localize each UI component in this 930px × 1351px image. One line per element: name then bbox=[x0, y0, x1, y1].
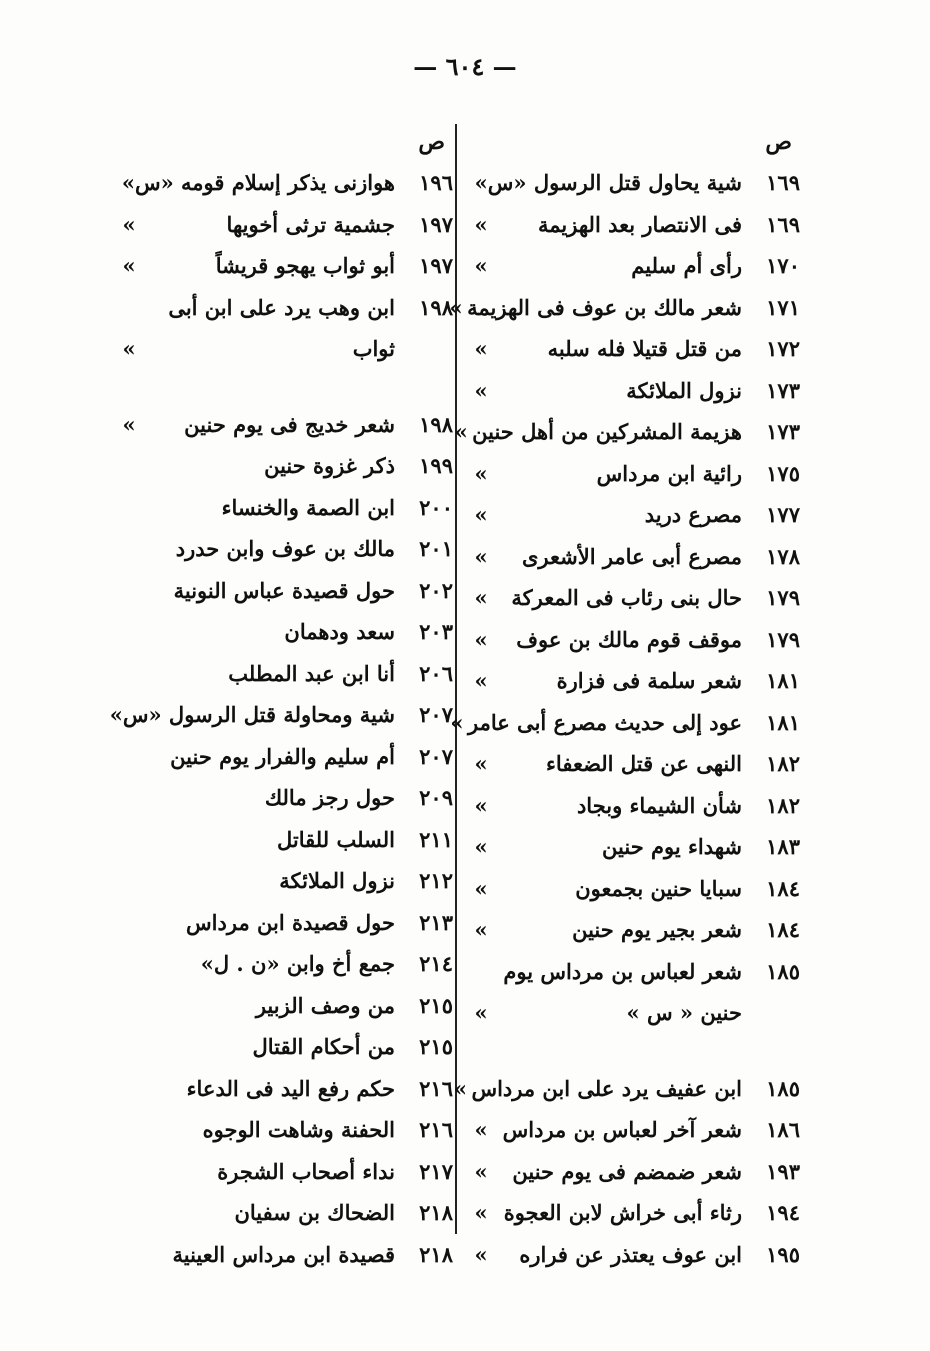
index-entry bbox=[118, 902, 453, 944]
index-entry bbox=[470, 909, 800, 951]
entry-title: ابن وهب يرد على ابن أبى bbox=[168, 294, 395, 320]
entry-title: من وصف الزبير bbox=[255, 992, 395, 1018]
page-ref: ٢٠٧ bbox=[419, 743, 453, 769]
entry-title: شية ومحاولة قتل الرسول «س» bbox=[109, 702, 395, 727]
index-entry bbox=[470, 1151, 800, 1193]
right-entries bbox=[449, 162, 800, 1275]
entry-title: حول رجز مالك bbox=[264, 785, 395, 810]
index-entry bbox=[118, 1151, 453, 1193]
page-ref: ١٨٦ bbox=[766, 1117, 800, 1142]
entry-title: هوازنى يذكر إسلام قومه «س» bbox=[121, 170, 395, 195]
entry-title: الحفنة وشاهت الوجوه bbox=[202, 1117, 395, 1142]
page-ref: ٢١٨ bbox=[419, 1200, 453, 1225]
ditto-mark: » bbox=[474, 1200, 488, 1225]
index-entry bbox=[118, 1026, 453, 1068]
ditto-mark: » bbox=[122, 411, 136, 437]
page-ref: ٢٠٣ bbox=[419, 619, 453, 644]
ditto-mark: » bbox=[122, 253, 136, 278]
ditto-mark: » bbox=[474, 668, 488, 693]
index-entry bbox=[118, 985, 453, 1027]
entry-title: النهى عن قتل الضعفاء bbox=[546, 751, 742, 776]
index-entry bbox=[454, 411, 800, 453]
index-entry bbox=[118, 570, 453, 612]
entry-title: حال بنى رئاب فى المعركة bbox=[511, 585, 742, 610]
ditto-mark: » bbox=[474, 751, 488, 776]
entry-title: حنين « س » bbox=[626, 1000, 742, 1025]
page-column-header: ص bbox=[418, 129, 445, 155]
page-ref: ١٧٢ bbox=[766, 336, 800, 361]
page-ref: ١٩٤ bbox=[766, 1200, 800, 1225]
ditto-mark: » bbox=[474, 253, 488, 278]
entry-title: حول قصيدة ابن مرداس bbox=[186, 909, 395, 935]
entry-title: شهداء يوم حنين bbox=[602, 834, 742, 859]
page-ref: ٢١٥ bbox=[419, 992, 453, 1018]
entry-title: شعر آخر لعباس بن مرداس bbox=[502, 1117, 742, 1142]
page-ref: ١٨٥ bbox=[766, 958, 800, 984]
ditto-mark: » bbox=[474, 543, 488, 569]
ditto-mark: » bbox=[122, 211, 136, 237]
index-entry bbox=[470, 992, 800, 1034]
page-ref: ٢٠٦ bbox=[419, 660, 453, 686]
index-entry bbox=[470, 577, 800, 619]
page-ref: ١٩٨ bbox=[419, 411, 453, 437]
index-entry bbox=[470, 826, 800, 868]
left-column bbox=[109, 122, 453, 1275]
index-entry bbox=[118, 860, 453, 902]
ditto-mark: » bbox=[474, 460, 488, 486]
page-ref: ٢١٨ bbox=[419, 1241, 453, 1267]
index-entry bbox=[470, 494, 800, 536]
entry-title: ابن الصمة والخنساء bbox=[221, 494, 395, 520]
index-entry bbox=[470, 868, 800, 910]
ditto-mark: » bbox=[474, 917, 488, 942]
page-ref: ١٨٤ bbox=[766, 875, 800, 901]
index-entry bbox=[470, 204, 800, 246]
entry-title: سبايا حنين بجمعون bbox=[575, 875, 742, 901]
ditto-mark: » bbox=[474, 1000, 488, 1025]
page-ref: ٢٠٩ bbox=[419, 785, 453, 810]
index-entry bbox=[118, 528, 453, 570]
index-entry bbox=[118, 287, 453, 329]
ditto-mark: » bbox=[474, 336, 488, 361]
ditto-mark: » bbox=[454, 419, 468, 444]
ditto-mark: » bbox=[474, 1117, 488, 1142]
index-entry bbox=[118, 204, 453, 246]
entry-title: عود إلى حديث مصرع أبى عامر bbox=[467, 709, 742, 735]
page-ref: ٢١٢ bbox=[419, 868, 453, 893]
index-entry bbox=[470, 1192, 800, 1234]
page-ref: ١٩٣ bbox=[766, 1158, 800, 1184]
entry-title: من أحكام القتال bbox=[252, 1034, 395, 1059]
index-entry bbox=[118, 611, 453, 653]
entry-title: مالك بن عوف وابن حدرد bbox=[175, 536, 395, 561]
entry-title: مصرع أبى عامر الأشعرى bbox=[521, 543, 742, 569]
entry-gap bbox=[470, 1034, 800, 1068]
entry-title: أم سليم والفرار يوم حنين bbox=[170, 743, 395, 769]
index-entry bbox=[118, 328, 453, 370]
entry-title: فى الانتصار بعد الهزيمة bbox=[538, 211, 742, 237]
page-ref: ١٩٧ bbox=[419, 253, 453, 278]
entry-title: رثاء أبى خراش لابن العجوة bbox=[503, 1200, 742, 1225]
index-entry bbox=[118, 1109, 453, 1151]
entry-title: نزول الملائكة bbox=[626, 377, 742, 403]
entry-title: رأى أم سليم bbox=[631, 253, 742, 278]
index-entry bbox=[118, 819, 453, 861]
page-ref: ١٨٢ bbox=[766, 751, 800, 776]
index-entry bbox=[118, 445, 453, 487]
index-entry bbox=[118, 245, 453, 287]
ditto-mark: » bbox=[122, 336, 136, 361]
index-entry bbox=[118, 487, 453, 529]
index-entry bbox=[470, 245, 800, 287]
entry-title: رائية ابن مرداس bbox=[596, 460, 742, 486]
index-entry bbox=[118, 1234, 453, 1276]
entry-title: جمع أخ وابن «ن . ل» bbox=[200, 951, 395, 976]
index-entry bbox=[453, 1068, 800, 1110]
right-column bbox=[449, 122, 800, 1275]
ditto-mark: » bbox=[474, 1241, 488, 1267]
entry-gap bbox=[118, 370, 453, 404]
index-entry bbox=[470, 370, 800, 412]
entry-title: أبو ثواب يهجو قريشاً bbox=[215, 253, 395, 278]
entry-title: شعر لعباس بن مرداس يوم bbox=[503, 958, 742, 984]
entry-title: جشمية ترثى أخويها bbox=[226, 211, 395, 237]
entry-title: أنا ابن عبد المطلب bbox=[228, 660, 395, 686]
page-ref: ١٩٦ bbox=[419, 170, 453, 195]
page-ref: ١٨١ bbox=[766, 709, 800, 735]
page-ref: ١٧٠ bbox=[766, 253, 800, 278]
page-ref: ١٧١ bbox=[766, 294, 800, 320]
entry-title: شعر ضمضم فى يوم حنين bbox=[512, 1158, 742, 1184]
page-number: — ٦٠٤ — bbox=[413, 52, 517, 81]
ditto-mark: » bbox=[474, 834, 488, 859]
page-ref: ٢٠٧ bbox=[419, 702, 453, 727]
index-entry bbox=[470, 785, 800, 827]
entry-title: شية يحاول قتل الرسول «س» bbox=[474, 170, 742, 195]
page-ref: ١٧٧ bbox=[766, 502, 800, 527]
page-ref: ١٨٥ bbox=[766, 1075, 800, 1101]
entry-title: الضحاك بن سفيان bbox=[234, 1200, 395, 1225]
index-entry bbox=[470, 453, 800, 495]
entry-title: حكم رفع اليد فى الدعاء bbox=[186, 1075, 395, 1101]
entry-title: ثواب bbox=[352, 336, 395, 361]
index-entry bbox=[470, 1109, 800, 1151]
index-entry bbox=[109, 694, 453, 736]
ditto-mark: » bbox=[474, 626, 488, 652]
entry-title: من قتل قتيلا فله سلبه bbox=[547, 336, 742, 361]
entry-title: مصرع دريد bbox=[644, 502, 742, 527]
entry-title: ابن عفيف يرد على ابن مرداس bbox=[471, 1075, 742, 1101]
entry-title: حول قصيدة عباس النونية bbox=[173, 577, 395, 603]
index-entry bbox=[118, 943, 453, 985]
page-ref: ١٦٩ bbox=[766, 211, 800, 237]
index-entry bbox=[470, 536, 800, 578]
entry-title: قصيدة ابن مرداس العينية bbox=[172, 1241, 395, 1267]
entry-title: موقف قوم مالك بن عوف bbox=[516, 626, 742, 652]
left-entries bbox=[109, 162, 453, 1275]
page-ref: ٢٠٠ bbox=[419, 494, 453, 520]
page-column-header: ص bbox=[765, 129, 792, 155]
index-entry bbox=[118, 736, 453, 778]
page-ref: ٢٠٢ bbox=[419, 577, 453, 603]
entry-title: هزيمة المشركين من أهل حنين bbox=[472, 419, 742, 444]
index-entry bbox=[470, 743, 800, 785]
page-ref: ١٨٤ bbox=[766, 917, 800, 942]
page-ref: ١٧٥ bbox=[766, 460, 800, 486]
entry-title: شعر خديج فى يوم حنين bbox=[184, 411, 395, 437]
entry-title: شعر سلمة فى فزارة bbox=[556, 668, 742, 693]
page-ref: ١٧٩ bbox=[766, 626, 800, 652]
entry-title: شعر مالك بن عوف فى الهزيمة bbox=[467, 294, 742, 320]
ditto-mark: » bbox=[449, 294, 463, 320]
page-ref: ١٨١ bbox=[766, 668, 800, 693]
entry-title: ابن عوف يعتذر عن فراره bbox=[519, 1241, 742, 1267]
page-ref: ٢١١ bbox=[419, 826, 453, 852]
index-entry bbox=[450, 702, 800, 744]
page-ref: ١٦٩ bbox=[766, 170, 800, 195]
index-entry bbox=[118, 1068, 453, 1110]
page-ref: ٢١٣ bbox=[419, 909, 453, 935]
page-ref: ١٧٨ bbox=[766, 543, 800, 569]
index-entry bbox=[449, 287, 800, 329]
page-ref: ١٧٣ bbox=[766, 377, 800, 403]
entry-title: نداء أصحاب الشجرة bbox=[217, 1158, 395, 1184]
ditto-mark: » bbox=[474, 875, 488, 901]
ditto-mark: » bbox=[450, 709, 464, 735]
page-ref: ١٩٥ bbox=[766, 1241, 800, 1267]
page-ref: ١٧٣ bbox=[766, 419, 800, 444]
index-entry bbox=[470, 951, 800, 993]
page-ref: ٢١٧ bbox=[419, 1158, 453, 1184]
entry-title: نزول الملائكة bbox=[279, 868, 395, 893]
page-ref: ٢٠١ bbox=[419, 536, 453, 561]
index-entry bbox=[470, 660, 800, 702]
page-ref: ٢١٦ bbox=[419, 1117, 453, 1142]
entry-title: شأن الشيماء وبجاد bbox=[576, 792, 742, 818]
ditto-mark: » bbox=[474, 211, 488, 237]
page-ref: ١٨٢ bbox=[766, 792, 800, 818]
index-entry bbox=[118, 1192, 453, 1234]
index-entry bbox=[470, 328, 800, 370]
ditto-mark: » bbox=[474, 1158, 488, 1184]
page-ref: ٢١٤ bbox=[419, 951, 453, 976]
index-entry bbox=[118, 653, 453, 695]
page-ref: ١٩٧ bbox=[419, 211, 453, 237]
ditto-mark: » bbox=[474, 792, 488, 818]
page-ref: ٢١٦ bbox=[419, 1075, 453, 1101]
index-entry bbox=[470, 1234, 800, 1276]
page-ref: ١٩٨ bbox=[419, 294, 453, 320]
page-ref: ١٨٣ bbox=[766, 834, 800, 859]
entry-title: شعر بجير يوم حنين bbox=[572, 917, 742, 942]
ditto-mark: » bbox=[474, 585, 488, 610]
entry-title: السلب للقاتل bbox=[277, 826, 395, 852]
index-entry bbox=[118, 777, 453, 819]
index-entry bbox=[470, 619, 800, 661]
page-ref: ٢١٥ bbox=[419, 1034, 453, 1059]
ditto-mark: » bbox=[453, 1075, 468, 1101]
index-entry bbox=[470, 162, 800, 204]
entry-title: سعد ودهمان bbox=[284, 619, 395, 644]
page-ref: ١٩٩ bbox=[419, 453, 453, 478]
entry-title: ذكر غزوة حنين bbox=[264, 453, 395, 478]
page-ref: ١٧٩ bbox=[766, 585, 800, 610]
ditto-mark: » bbox=[474, 377, 488, 403]
index-entry bbox=[118, 162, 453, 204]
ditto-mark: » bbox=[474, 502, 488, 527]
index-entry bbox=[118, 404, 453, 446]
